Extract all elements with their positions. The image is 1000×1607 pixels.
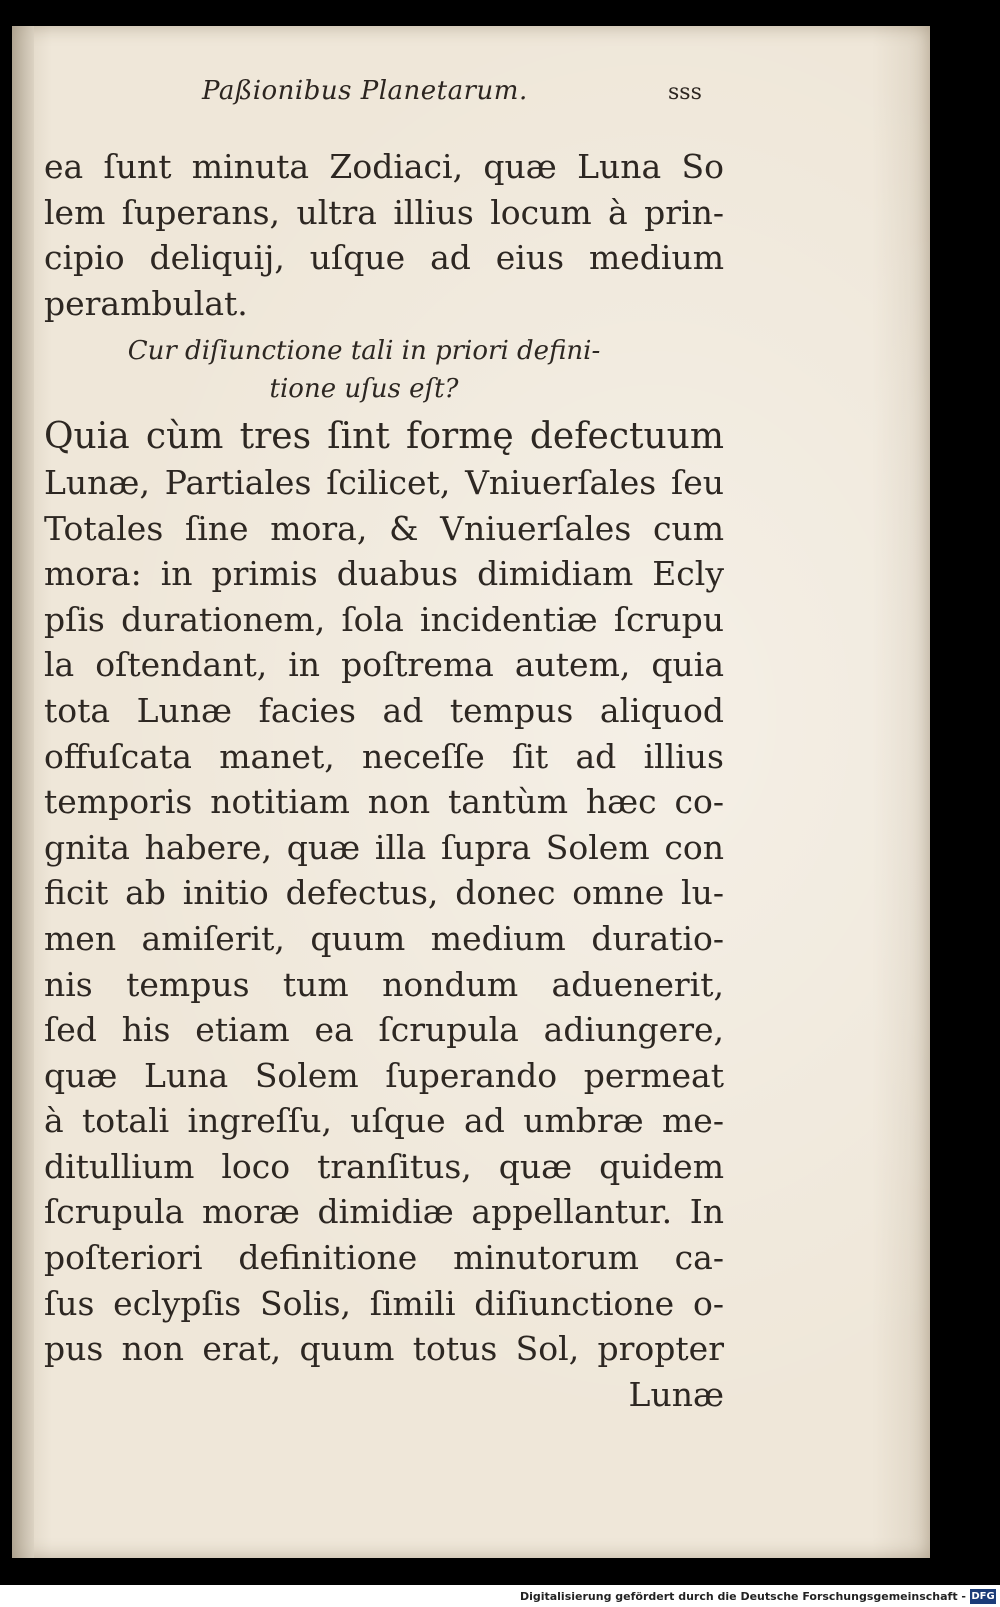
text-line: tota Lunæ facies ad tempus aliquod bbox=[44, 690, 724, 730]
heading-line: Cur diſiunctione tali in priori defini- bbox=[127, 336, 601, 367]
catchword: Lunæ bbox=[628, 1374, 724, 1414]
text-line: ſus eclypſis Solis, ſimili diſiunctione o- bbox=[44, 1283, 724, 1323]
page-text bbox=[44, 144, 724, 1417]
text-line: la oſtendant, in poſtrema autem, quia bbox=[44, 645, 724, 685]
text-line: pus non erat, quum totus Sol, propter bbox=[44, 1329, 724, 1369]
text-line: cipio deliquij, uſque ad eius medium bbox=[44, 238, 724, 278]
text-line: poſteriori definitione minutorum ca- bbox=[44, 1238, 724, 1278]
text-line: à totali ingreſſu, uſque ad umbræ me- bbox=[44, 1101, 724, 1141]
text-line: nis tempus tum nondum aduenerit, bbox=[44, 964, 724, 1004]
text-line: ea ſunt minuta Zodiaci, quæ Luna So bbox=[44, 147, 724, 186]
section-heading bbox=[44, 332, 684, 408]
text-line: Quia cùm tres ſint formę defectuum bbox=[44, 416, 724, 458]
text-line: quæ Luna Solem ſuperando permeat bbox=[44, 1055, 724, 1095]
text-line: ficit ab initio defectus, donec omne lu- bbox=[44, 873, 724, 913]
text-line: lem ſuperans, ultra illius locum à prin- bbox=[44, 192, 724, 232]
dfg-logo-icon: DFG bbox=[971, 1591, 995, 1602]
text-line: men amiſerit, quum medium duratio- bbox=[44, 918, 724, 958]
heading-line: tione uſus eſt? bbox=[269, 374, 459, 405]
page-binding-edge bbox=[12, 26, 34, 1558]
body-text bbox=[44, 414, 724, 1417]
book-page bbox=[12, 26, 930, 1558]
text-line: perambulat. bbox=[44, 283, 248, 323]
text-line: temporis notitiam non tantùm hæc co- bbox=[44, 782, 724, 822]
text-line: ditullium loco tranſitus, quæ quidem bbox=[44, 1146, 724, 1186]
text-line: pſis durationem, ſola incidentiæ ſcrupu bbox=[44, 599, 724, 639]
text-line: ſcrupula moræ dimidiæ appellantur. In bbox=[44, 1192, 724, 1232]
funding-credit: Digitalisierung gefördert durch die Deutsche Forschungsgemeinschaft - bbox=[519, 1590, 966, 1603]
text-line: offuſcata manet, neceſſe ſit ad illius bbox=[44, 736, 724, 776]
text-line: gnita habere, quæ illa ſupra Solem con bbox=[44, 827, 724, 867]
text-line: ſed his etiam ea ſcrupula adiungere, bbox=[44, 1010, 724, 1050]
page-number: sss bbox=[668, 80, 702, 105]
text-line: Lunæ, Partiales ſcilicet, Vniuerſales ſeu bbox=[44, 462, 724, 502]
text-line: Totales ſine mora, & Vniuerſales cum bbox=[44, 508, 724, 548]
footer-bar bbox=[0, 1585, 1000, 1607]
text-line: mora: in primis duabus dimidiam Ecly bbox=[44, 554, 724, 594]
running-head: Paßionibus Planetarum. bbox=[202, 76, 528, 106]
